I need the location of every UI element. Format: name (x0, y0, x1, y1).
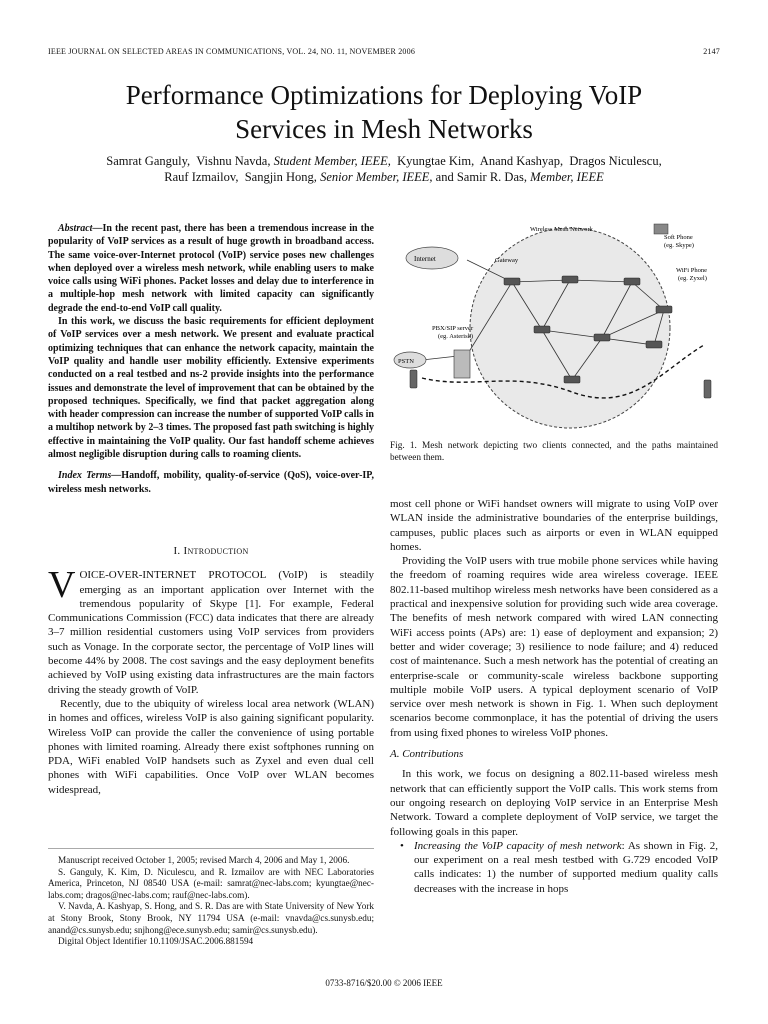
right-column-body (390, 497, 718, 896)
abstract-paragraph-2: In this work, we discuss the basic requirements for efficient deployment of VoIP services over a mesh network. We present and evaluate practical optimizing techniques that can enhance the network capacity, maintain the VoIP quality and handle user mobility efficiently. Extensive experiments conducted on a real testbed and ns-2 provide insights into the performance issues and demonstrate the level of improvement that can be obtained by the proposed techniques. Specifically, we find that packet aggregation along with header compression can increase the number of supported VoIP calls in a multihop network by 2–3 times. The proposed fast path switching is highly effective in maintaining the VoIP quality. Our fast handoff scheme achieves almost negligible disruption during calls to roaming clients. (48, 316, 374, 461)
abstract-label: Abstract— (58, 223, 103, 234)
title-line-1: Performance Optimizations for Deploying VoIP (125, 80, 643, 110)
subsection-heading-contributions: A. Contributions (390, 748, 464, 761)
abstract-text-1: In the recent past, there has been a tremendous increase in the popularity of VoIP services as a result of huge growth in broadband access. The same voice-over-Internet protocol (VoIP) service poses new challenges when deployed over a wireless mesh network, while enabling users to make voice calls using WiFi phones. Packet losses and delay due to interference in a multiple-hop mesh network with limited capacity can significantly degrade the end-to-end VoIP call quality. (48, 223, 374, 314)
author-name: Sangjin Hong, (244, 170, 317, 184)
intro-paragraph-2: Recently, due to the ubiquity of wireless local area network (WLAN) in homes and offices, wireless VoIP is also gaining significant popularity. Wireless VoIP can provide the caller the convenience of using portable phones with limited roaming. Already there exist softphones running on PDA, WiFi enabled VoIP handsets such as Zyxel and even dual cell phones with WiFi capabilities. Once VoIP over WLAN becomes widespread, (48, 697, 374, 796)
author-name: Rauf Izmailov, (164, 170, 239, 184)
mesh-label: Wireless Mesh Network (530, 226, 593, 233)
running-header (48, 47, 720, 56)
footnote-divider (48, 848, 374, 849)
softphone-label: Soft Phone (664, 234, 693, 241)
author-role: Senior Member, IEEE, (320, 170, 433, 184)
right-paragraph-2: Providing the VoIP users with true mobile phone services while having the freedom of roaming requires wide area wireless coverage. IEEE 802.11-based multihop wireless mesh networks have been considered as a practical and inexpensive solution for providing such wide area coverage. The benefits of mesh network compared with wired LAN connecting WiFi access points (APs) are: 1) ease of deployment and expansion; 2) better and wider coverage; 3) resilience to node failure; and 4) reduced cost of maintenance. Such a mesh network has the potential of creating an enterprise-scale or community-scale wireless backbone supporting multiple mobile VoIP users. A typical deployment scenario of VoIP service over mesh network is shown in Fig. 1. When such deployment scenarios become commonplace, it has the potential of driving the users from using fixed phones to wireless VoIP phones. (390, 555, 718, 739)
footnote-doi: Digital Object Identifier 10.1109/JSAC.2006.881594 (58, 936, 254, 947)
right-paragraph-3: In this work, we focus on designing a 802.11-based wireless mesh network that can efficiently support the VoIP calls. This work stems from our ongoing research on deploying VoIP service in an Enterprise Mesh Network. Toward a complete deployment of VoIP service, we target the following goals in this paper. (390, 768, 718, 838)
softphone-icon (654, 224, 668, 234)
author-role: Member, IEEE (530, 170, 604, 184)
author-line-2 (48, 169, 720, 185)
author-name: Samir R. Das, (456, 170, 527, 184)
author-list (48, 153, 720, 185)
section-heading (48, 544, 374, 558)
abstract (48, 222, 374, 496)
footnote-manuscript: Manuscript received October 1, 2005; revised March 4, 2006 and May 1, 2006. (58, 855, 350, 865)
footnote (48, 855, 374, 948)
footnote-affiliation-2: V. Navda, A. Kashyap, S. Hong, and S. R. Das are with State University of New York at Stony Brook, Stony Brook, NY 11794 USA (e-mail: vnavda@cs.sunysb.edu; anand@cs.sunysb.edu; snjhong@ece.sunysb.edu; samir@cs.sunysb.edu). (48, 901, 374, 935)
page-number: 2147 (703, 47, 720, 56)
gateway-label: Gateway (495, 257, 519, 264)
author-name: Samrat Ganguly, (106, 154, 191, 168)
intro-paragraph-1 (48, 564, 374, 697)
author-conjunction: and (435, 170, 454, 184)
wifiphone-label: WiFi Phone (676, 267, 707, 274)
author-name: Kyungtae Kim, (397, 154, 475, 168)
bullet-dot: • (400, 839, 404, 852)
author-name: Anand Kashyap, (479, 154, 564, 168)
intro-text-1: OICE-OVER-INTERNET PROTOCOL (VoIP) is steadily emerging as an important application over Internet with the tremendous popularity of Skype [1]. For example, Federal Communications Commission (FCC) data indicates that there are already 3–7 million residential customers using VoIP services from providers such as Vonage. In the corporate sector, the percentage of VoIP lines will become 44% by 2008. The cost savings and the easy deployment benefits achieved by VoIP using existing data infrastructures are the main factors driving the steady growth of VoIP. (48, 569, 374, 696)
index-terms-text: Handoff, mobility, quality-of-service (QoS), voice-over-IP, wireless mesh networks. (48, 470, 374, 495)
index-terms-label: Index Terms— (58, 470, 122, 482)
index-terms (48, 469, 374, 496)
copyright-footer: 0733-8716/$20.00 © 2006 IEEE (325, 978, 443, 988)
wifi-phone-icon (410, 370, 417, 388)
author-name: Dragos Niculescu, (569, 154, 662, 168)
section-number: I. (173, 545, 181, 557)
bullet-item (390, 839, 718, 896)
paper-title (40, 78, 728, 146)
introduction-section (48, 544, 374, 797)
softphone-sublabel: (eg. Skype) (664, 242, 694, 249)
right-paragraph-1: most cell phone or WiFi handset owners will migrate to using VoIP over WLAN inside the administrative boundaries of the enterprise buildings, campuses, public places such as airports or even in WLAN equipped homes. (390, 498, 718, 553)
pbx-sublabel: (eg. Asterisk) (438, 333, 474, 340)
drop-cap: V (48, 564, 76, 607)
bullet-lead: Increasing the VoIP capacity of mesh network (414, 839, 622, 852)
figure-1-caption: Fig. 1. Mesh network depicting two clients connected, and the paths maintained between them. (390, 441, 718, 463)
author-line-1 (48, 153, 720, 169)
wifi-phone-icon (704, 380, 711, 398)
author-role: Student Member, IEEE, (273, 154, 391, 168)
footnote-affiliation-1: S. Ganguly, K. Kim, D. Niculescu, and R. Izmailov are with NEC Laboratories America, Princeton, NJ 08540 USA (e-mail: samrat@nec-labs.com; kyungtae@nec-labs.com; dragos@nec-labs.com; rauf@nec-labs.com). (48, 866, 374, 900)
internet-label: Internet (414, 255, 436, 263)
section-title: Introduction (183, 545, 249, 557)
pbx-server-icon (454, 350, 470, 378)
author-name: Vishnu Navda, (196, 154, 271, 168)
abstract-paragraph-1 (48, 222, 374, 315)
wifiphone-sublabel: (eg. Zyxel) (678, 275, 707, 282)
pstn-label: PSTN (398, 358, 414, 365)
pbx-label: PBX/SIP server (432, 325, 474, 332)
figure-1-mesh-network (392, 220, 720, 430)
journal-name: IEEE JOURNAL ON SELECTED AREAS IN COMMUNICATIONS, VOL. 24, NO. 11, NOVEMBER 2006 (48, 47, 416, 56)
bullet-text: : As shown in Fig. 2, our experiment on a real mesh testbed with G.729 encoded VoIP calls indicates: 1) the number of supported medium quality calls decreases with the increase in hops (414, 839, 718, 895)
mesh-network-diagram (392, 220, 720, 430)
title-line-2: Services in Mesh Networks (235, 114, 533, 144)
